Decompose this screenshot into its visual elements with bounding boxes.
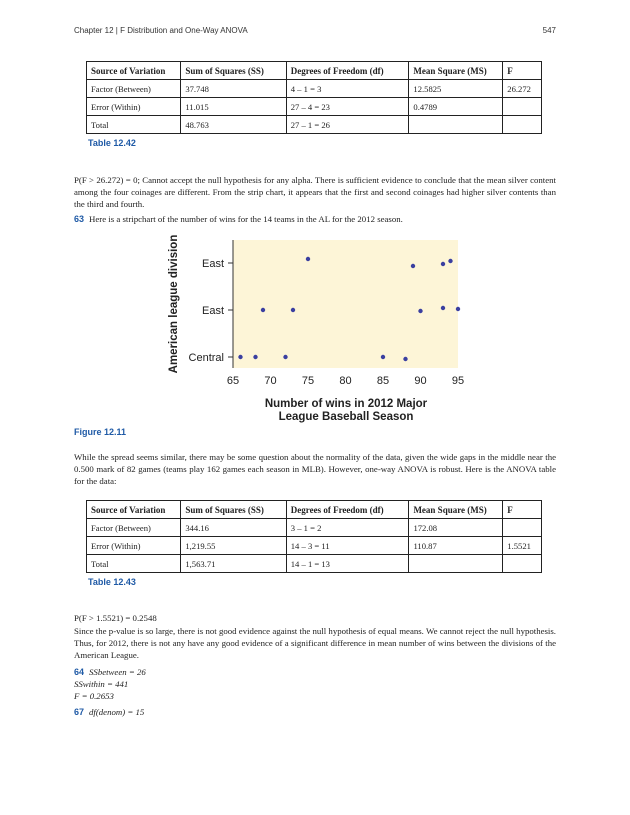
y-tick-label: Central [188,352,224,364]
table-cell [409,116,503,134]
y-tick-label: East [201,258,224,270]
figure-caption: Figure 12.11 [74,427,127,437]
table-row [87,537,542,555]
table-cell: Total [87,555,181,573]
column-header: F [503,62,542,80]
chapter-header: Chapter 12 | F Distribution and One-Way ANOVA [74,26,248,35]
question-63 [74,213,556,225]
x-tick-label: 90 [414,375,427,387]
table-cell: 37.748 [181,80,286,98]
x-tick-label: 70 [264,375,277,387]
table-row [87,116,542,134]
column-header: Degrees of Freedom (df) [286,62,409,80]
plot-background [233,240,458,368]
question-text: Here is a stripchart of the number of wins for the 14 teams in the AL for the 2012 season. [89,214,403,224]
data-point [441,262,445,266]
data-point [381,355,385,359]
table-cell: 0.4789 [409,98,503,116]
data-point [456,307,460,311]
table-cell [503,519,542,537]
stripchart [160,232,470,426]
table-header-row [87,62,542,80]
f-value: F = 0.2653 [74,691,114,701]
table-cell [503,116,542,134]
table-cell: 11.015 [181,98,286,116]
column-header: Sum of Squares (SS) [181,62,286,80]
table-row [87,80,542,98]
table-cell: Total [87,116,181,134]
paragraph-1: P(F > 26.272) = 0; Cannot accept the null hypothesis for any alpha. There is sufficient evidence to conclude that the mean silver content among the four coinages are different. From the strip chart, it appears that the first and second coinages had higher silver contents than the third and fourth. [74,175,556,209]
table-cell [503,555,542,573]
table-cell: 48.763 [181,116,286,134]
table-cell: 172.08 [409,519,503,537]
question-number: 64 [74,667,85,677]
column-header: Sum of Squares (SS) [181,501,286,519]
table-cell: 26.272 [503,80,542,98]
table-cell: Factor (Between) [87,519,181,537]
x-tick-label: 85 [376,375,390,387]
data-point [306,257,310,261]
column-header: Degrees of Freedom (df) [286,501,409,519]
question-number: 67 [74,707,85,717]
x-tick-label: 65 [226,375,240,387]
data-point [418,309,422,313]
table-cell: 12.5825 [409,80,503,98]
column-header: Source of Variation [87,501,181,519]
table-cell: 344.16 [181,519,286,537]
table-caption-2: Table 12.43 [88,577,136,587]
y-axis-label: American league division [168,234,180,374]
table-cell: 110.87 [409,537,503,555]
table-cell: 4 – 1 = 3 [286,80,409,98]
ss-between: SSbetween = 26 [89,667,146,677]
question-number: 63 [74,214,85,224]
data-point [448,259,452,263]
table-cell: 27 – 4 = 23 [286,98,409,116]
data-point [403,357,407,361]
column-header: F [503,501,542,519]
table-caption-1: Table 12.42 [88,138,136,148]
data-point [238,355,242,359]
table-cell: Error (Within) [87,537,181,555]
question-67 [74,706,556,718]
x-tick-label: 80 [339,375,352,387]
question-text: df(denom) = 15 [89,707,145,717]
table-row [87,519,542,537]
table-cell: 1.5521 [503,537,542,555]
anova-table-1 [86,61,542,134]
table-cell [409,555,503,573]
data-point [253,355,257,359]
table-header-row [87,501,542,519]
table-cell: Factor (Between) [87,80,181,98]
table-cell: 1,219.55 [181,537,286,555]
question-64 [74,666,556,702]
y-tick-label: East [201,305,224,317]
table-cell: Error (Within) [87,98,181,116]
paragraph-3: Since the p-value is so large, there is not good evidence against the null hypothesis of equal means. We cannot reject the null hypothesis. Thus, for 2012, there is not any have any good evidence of a significant difference in mean number of wins between the divisions of the American League. [74,626,556,660]
data-point [261,308,265,312]
table-row [87,98,542,116]
anova-table-2 [86,500,542,573]
column-header: Source of Variation [87,62,181,80]
ss-within: SSwithin = 441 [74,679,129,689]
page-number: 547 [542,26,556,35]
data-point [411,264,415,268]
x-axis-label: Number of wins in 2012 Major League Baseball Season [264,398,428,423]
column-header: Mean Square (MS) [409,62,503,80]
table-cell: 1,563.71 [181,555,286,573]
table-cell [503,98,542,116]
table-cell: 3 – 1 = 2 [286,519,409,537]
table-cell: 14 – 3 = 11 [286,537,409,555]
x-tick-label: 75 [301,375,315,387]
column-header: Mean Square (MS) [409,501,503,519]
table-cell: 27 – 1 = 26 [286,116,409,134]
paragraph-2: While the spread seems similar, there may be some question about the normality of the data, given the wide gaps in the middle near the 0.500 mark of 82 games (teams play 162 games each season in MLB). However, one-way ANOVA is robust. Here is the ANOVA table for the data: [74,452,556,486]
pvalue-line: P(F > 1.5521) = 0.2548 [74,613,157,623]
data-point [291,308,295,312]
data-point [441,306,445,310]
table-cell: 14 – 1 = 13 [286,555,409,573]
table-row [87,555,542,573]
x-tick-label: 95 [451,375,465,387]
data-point [283,355,287,359]
